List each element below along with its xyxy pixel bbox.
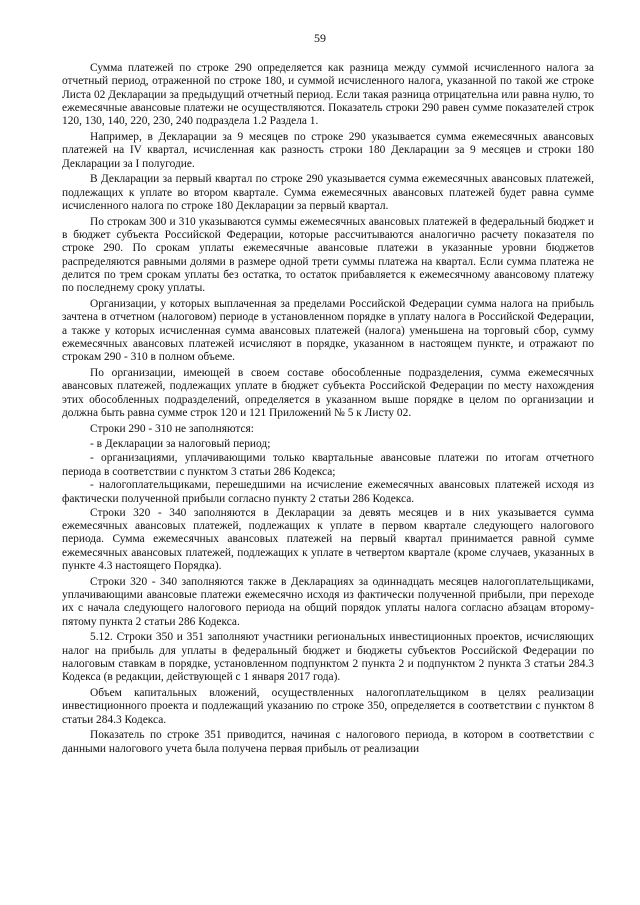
paragraph: Строки 290 - 310 не заполняются: [90, 422, 254, 435]
paragraph: Организации, у которых выплаченная за пределами Российской Федерации сумма налога на прибыль зачтена в отчетном (налоговом) периоде в установленном порядке в уплату налога в Российской Федерации, а также у которых исчисленная сумма авансовых платежей (налога) уменьшена на торговый сбор, сумму ежемесячных авансовых платежей исчисляют в порядке, указанном в настоящем пункте, и отражают по строкам 290 - 310 в полном объеме. [62, 298, 594, 364]
paragraph: В Декларации за первый квартал по строке 290 указывается сумма ежемесячных авансовых платежей, подлежащих к уплате во втором квартале. Сумма ежемесячных авансовых платежей будет равна сумме исчисленного налога по строке 180 Декларации за первый квартал. [62, 173, 594, 213]
paragraph: По организации, имеющей в своем составе обособленные подразделения, сумма ежемесячных авансовых платежей, подлежащих уплате в бюджет субъекта Российской Федерации по месту нахождения этих обособленных подразделений, определяется в указанном выше порядке в целом по организации и должна быть равна сумме строк 120 и 121 Приложений № 5 к Листу 02. [62, 367, 594, 420]
page-number: 59 [314, 31, 326, 45]
paragraph: Сумма платежей по строке 290 определяется как разница между суммой исчисленного налога за отчетный период, отраженной по строке 180, и суммой исчисленного налога, указанной по такой же строке Листа 02 Декларации за предыдущий отчетный период. Если такая разница отрицательна или равна нулю, то ежемесячные авансовые платежи не осуществляются. Показатель строки 290 равен сумме показателей строк 120, 130, 140, 220, 230, 240 подраздела 1.2 Раздела 1. [62, 62, 594, 128]
paragraph: Объем капитальных вложений, осуществленных налогоплательщиком в целях реализации инвестиционного проекта и подлежащий указанию по строке 350, определяется в соответствии с пунктом 8 статьи 284.3 Кодекса. [62, 686, 594, 726]
list-item: - в Декларации за налоговый период; [90, 438, 271, 451]
list-item: - организациями, уплачивающими только квартальные авансовые платежи по итогам отчетного периода в соответствии с пунктом 3 статьи 286 Кодекса; [62, 452, 594, 478]
paragraph: Строки 320 - 340 заполняются также в Декларациях за одиннадцать месяцев налогоплательщиками, уплачивающими авансовые платежи ежемесячно исходя из фактически полученной прибыли, при переходе их с начала следующего налогового периода на общий порядок уплаты налога согласно абзацам второму-пятому пункта 2 статьи 286 Кодекса. [62, 575, 594, 628]
paragraph: 5.12. Строки 350 и 351 заполняют участники региональных инвестиционных проектов, исчисляющих налог на прибыль для уплаты в федеральный бюджет и бюджеты субъектов Российской Федерации по налоговым ставкам в порядке, установленном подпунктом 2 пункта 2 и подпунктом 2 пункта 3 статьи 284.3 Кодекса (в редакции, действующей с 1 января 2017 года). [62, 631, 594, 684]
paragraph: Например, в Декларации за 9 месяцев по строке 290 указывается сумма ежемесячных авансовых платежей на IV квартал, исчисленная как разность строки 180 Декларации за 9 месяцев и строки 180 Декларации за I полугодие. [62, 131, 594, 170]
paragraph: По строкам 300 и 310 указываются суммы ежемесячных авансовых платежей в федеральный бюджет и в бюджет субъекта Российской Федерации, которые рассчитываются аналогично расчету показателя по строке 290. По срокам уплаты ежемесячные авансовые платежи в указанные уровни бюджетов распределяются равными долями в размере одной трети суммы платежа на квартал. Если сумма платежа не делится по трем срокам уплаты без остатка, то остаток прибавляется к ежемесячному авансовому платежу по последнему сроку уплаты. [62, 215, 594, 295]
list-item: - налогоплательщиками, перешедшими на исчисление ежемесячных авансовых платежей исходя из фактически полученной прибыли согласно пункту 2 статьи 286 Кодекса. [62, 479, 594, 505]
paragraph: Строки 320 - 340 заполняются в Декларации за девять месяцев и в них указывается сумма ежемесячных авансовых платежей, подлежащих к уплате в первом квартале следующего налогового периода. Сумма ежемесячных авансовых платежей на первый квартал принимается равной сумме ежемесячных авансовых платежей, подлежащих к уплате в четвертом квартале (кроме случаев, указанных в пункте 4.3 настоящего Порядка). [62, 506, 594, 572]
page-body [62, 62, 594, 758]
paragraph: Показатель по строке 351 приводится, начиная с налогового периода, в котором в соответствии с данными налогового учета была получена первая прибыль от реализации [62, 729, 594, 755]
